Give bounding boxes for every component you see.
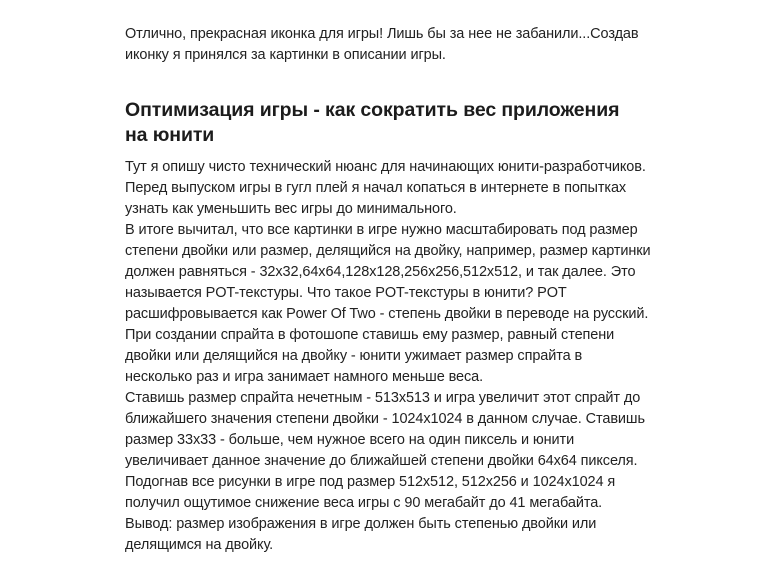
body-line: ближайшего значения степени двойки - 1024x1024 в данном случае. Ставишь xyxy=(125,411,645,427)
body-line: увеличивает данное значение до ближайшей степени двойки 64x64 пикселя. xyxy=(125,453,638,469)
body-line: двойки или делящийся на двойку - юнити ужимает размер спрайта в xyxy=(125,348,583,364)
body-line: несколько раз и игра занимает намного меньше веса. xyxy=(125,369,484,385)
heading-line: Оптимизация игры - как сократить вес приложения xyxy=(125,99,620,121)
intro-line: иконку я принялся за картинки в описании игры. xyxy=(125,47,446,63)
body-line: размер 33x33 - больше, чем нужное всего на один пиксель и юнити xyxy=(125,432,575,448)
body-line: получил ощутимое снижение веса игры с 90 мегабайт до 41 мегабайта. xyxy=(125,495,603,511)
body-line: узнать как уменьшить вес игры до минимального. xyxy=(125,201,457,217)
body-line: расшифровывается как Power Of Two - степень двойки в переводе на русский. xyxy=(125,306,649,322)
body-line: Тут я опишу чисто технический нюанс для начинающих юнити-разработчиков. xyxy=(125,159,646,175)
body-line: Перед выпуском игры в гугл плей я начал копаться в интернете в попытках xyxy=(125,180,627,196)
body-line: При создании спрайта в фотошопе ставишь ему размер, равный степени xyxy=(125,327,615,343)
section-heading xyxy=(125,98,645,148)
heading-line: на юнити xyxy=(125,124,215,146)
intro-line: Отлично, прекрасная иконка для игры! Лишь бы за нее не забанили...Создав xyxy=(125,26,639,42)
body-line: Вывод: размер изображения в игре должен быть степенью двойки или xyxy=(125,516,597,532)
body-paragraph xyxy=(125,157,651,556)
body-line: должен равняться - 32x32,64x64,128x128,256x256,512x512, и так далее. Это xyxy=(125,264,636,280)
body-line: называется POT-текстуры. Что такое POT-текстуры в юнити? POT xyxy=(125,285,567,301)
body-line: Подогнав все рисунки в игре под размер 512x512, 512x256 и 1024x1024 я xyxy=(125,474,616,490)
body-line: делящимся на двойку. xyxy=(125,537,274,553)
intro-paragraph xyxy=(125,24,645,66)
article-content xyxy=(125,24,651,556)
body-line: Ставишь размер спрайта нечетным - 513x513 и игра увеличит этот спрайт до xyxy=(125,390,641,406)
body-line: В итоге вычитал, что все картинки в игре нужно масштабировать под размер xyxy=(125,222,638,238)
body-line: степени двойки или размер, делящийся на двойку, например, размер картинки xyxy=(125,243,651,259)
